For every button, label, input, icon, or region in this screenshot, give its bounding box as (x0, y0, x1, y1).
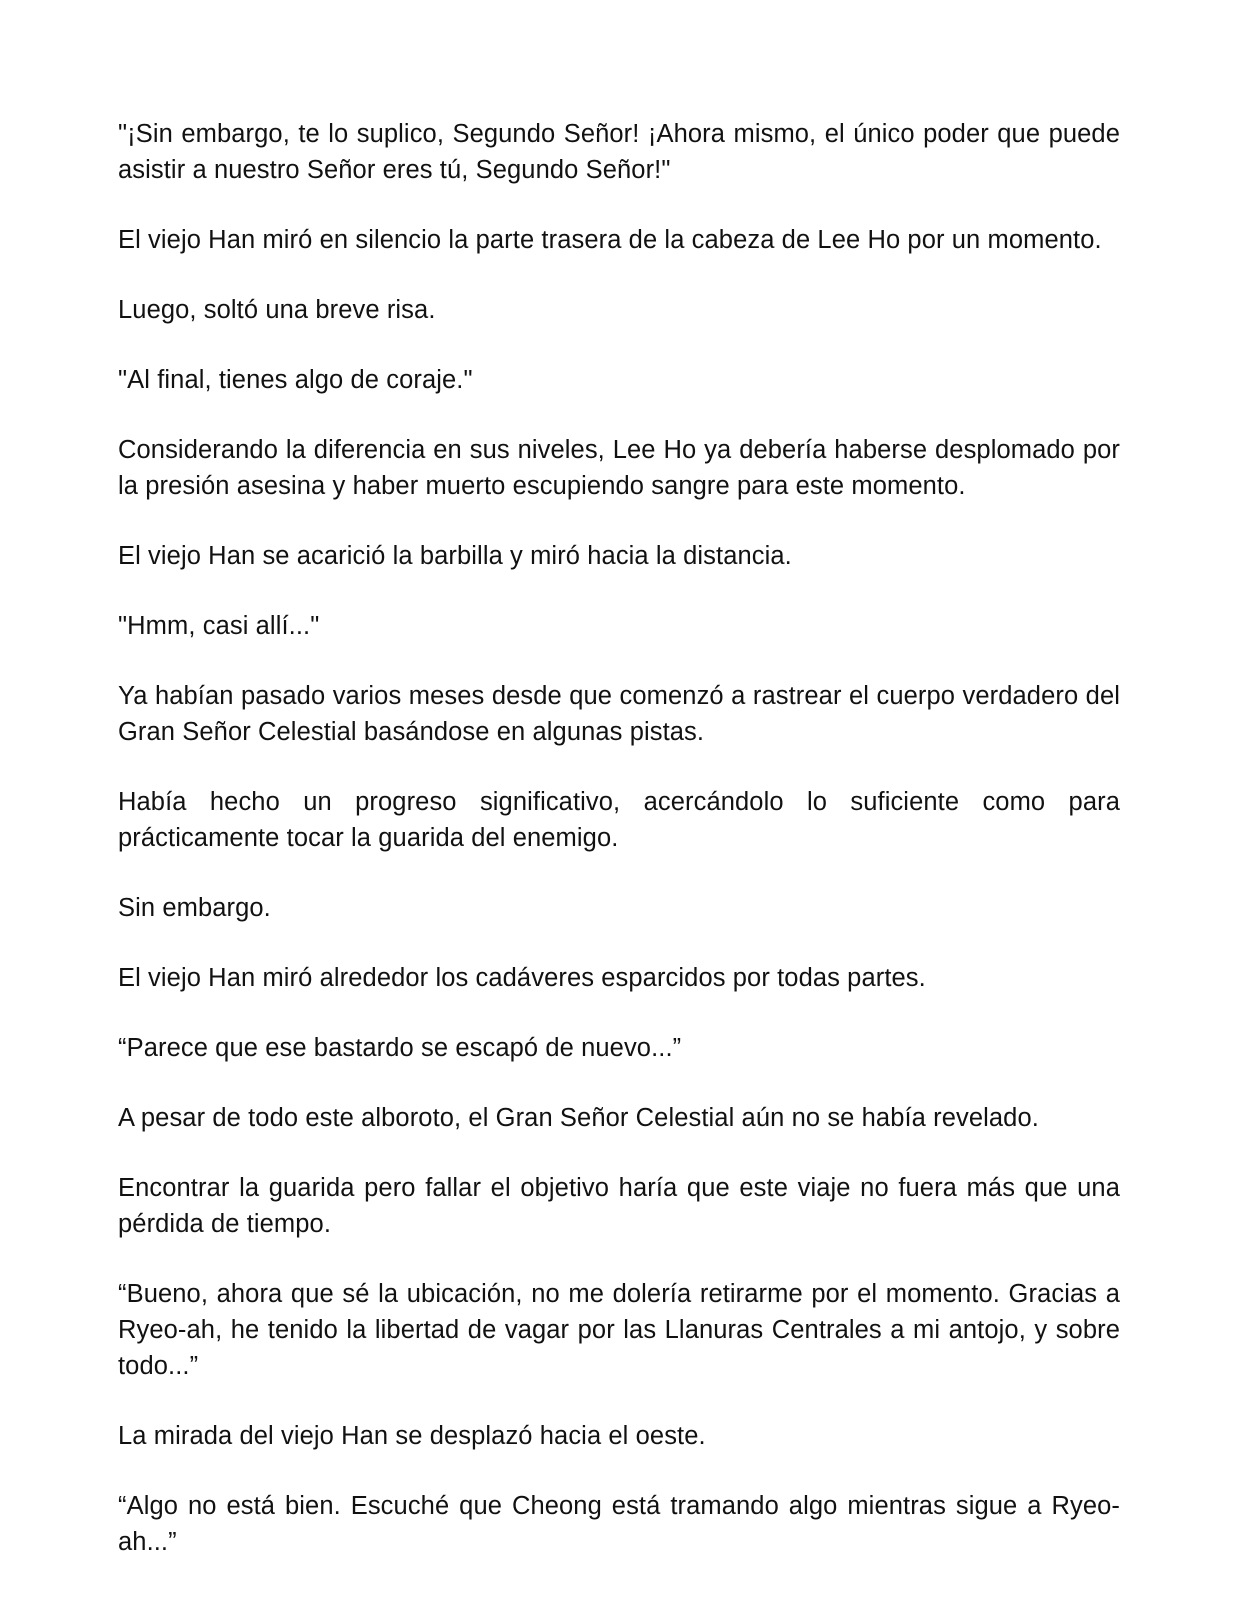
paragraph: A pesar de todo este alboroto, el Gran Señor Celestial aún no se había revelado. (118, 1104, 1039, 1132)
paragraph: "Al final, tienes algo de coraje." (118, 366, 473, 394)
paragraph: Encontrar la guarida pero fallar el objetivo haría que este viaje no fuera más que una pérdida de tiempo. (118, 1174, 1120, 1238)
paragraph: El viejo Han se acarició la barbilla y miró hacia la distancia. (118, 542, 792, 570)
paragraph: “Bueno, ahora que sé la ubicación, no me dolería retirarme por el momento. Gracias a Ryeo-ah, he tenido la libertad de vagar por las Llanuras Centrales a mi antojo, y sobre todo...” (118, 1280, 1120, 1380)
paragraph: “Algo no está bien. Escuché que Cheong está tramando algo mientras sigue a Ryeo-ah...” (118, 1492, 1120, 1556)
paragraph: Ya habían pasado varios meses desde que comenzó a rastrear el cuerpo verdadero del Gran Señor Celestial basándose en algunas pistas. (118, 682, 1120, 746)
paragraph: El viejo Han miró en silencio la parte trasera de la cabeza de Lee Ho por un momento. (118, 226, 1102, 254)
paragraph: Considerando la diferencia en sus niveles, Lee Ho ya debería haberse desplomado por la presión asesina y haber muerto escupiendo sangre para este momento. (118, 436, 1120, 500)
paragraph: El viejo Han miró alrededor los cadáveres esparcidos por todas partes. (118, 964, 926, 992)
paragraph: Luego, soltó una breve risa. (118, 296, 436, 324)
paragraph: "Hmm, casi allí..." (118, 612, 320, 640)
paragraph: “Parece que ese bastardo se escapó de nuevo...” (118, 1034, 682, 1062)
paragraph: La mirada del viejo Han se desplazó hacia el oeste. (118, 1422, 706, 1450)
paragraph: Sin embargo. (118, 894, 271, 922)
paragraph: Había hecho un progreso significativo, acercándolo lo suficiente como para prácticamente tocar la guarida del enemigo. (118, 788, 1120, 852)
document-body (118, 116, 1120, 1560)
paragraph: "¡Sin embargo, te lo suplico, Segundo Señor! ¡Ahora mismo, el único poder que puede asistir a nuestro Señor eres tú, Segundo Señor!" (118, 120, 1120, 184)
